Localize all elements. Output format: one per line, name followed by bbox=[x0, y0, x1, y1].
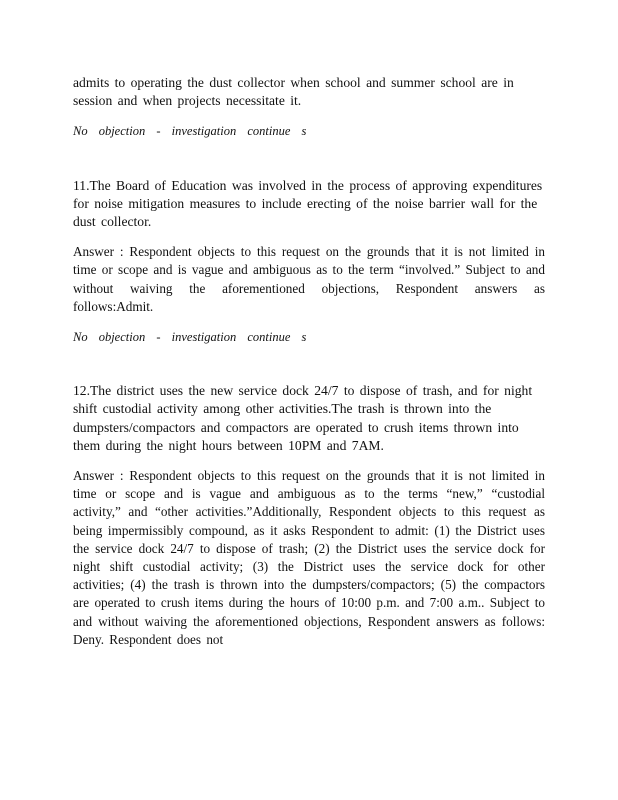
answer-11: Answer : Respondent objects to this request on the grounds that it is not limited in time or scope and is vague and ambiguous as to the term “involved.” Subject to and without waiving the aforementioned objections, Respondent answers as follows:Admit. bbox=[73, 244, 545, 314]
document-body bbox=[73, 74, 545, 649]
paragraph-continuation: admits to operating the dust collector when school and summer school are in session and when projects necessitate it. bbox=[73, 75, 514, 109]
annotation-note: No objection - investigation continue s bbox=[73, 330, 307, 345]
answer-12: Answer : Respondent objects to this request on the grounds that it is not limited in time or scope and is vague and ambiguous as to the terms “new,” “custodial activity,” and “other activities.”Additionally, Respondent objects to this request as being impermissibly compound, as it asks Respondent to admit: (1) the District uses the service dock 24/7 to dispose of trash; (2) the District uses the service dock for night shift custodial activity; (3) the District uses the service dock for other activities; (4) the trash is thrown into the dumpsters/compactors; (5) the compactors are operated to crush items during the hours of 10:00 p.m. and 7:00 a.m.. Subject to and without waiving the aforementioned objections, Respondent answers as follows: Deny. Respondent does not bbox=[73, 468, 545, 647]
request-11: 11.The Board of Education was involved in the process of approving expenditures for noise mitigation measures to include erecting of the noise barrier wall for the dust collector. bbox=[73, 177, 543, 230]
request-12: 12.The district uses the new service dock 24/7 to dispose of trash, and for night shift custodial activity among other activities.The trash is thrown into the dumpsters/compactors and compactors are operated to crush items thrown into them during the night hours between 10PM and 7AM. bbox=[73, 383, 533, 453]
annotation-note: No objection - investigation continue s bbox=[73, 124, 307, 139]
